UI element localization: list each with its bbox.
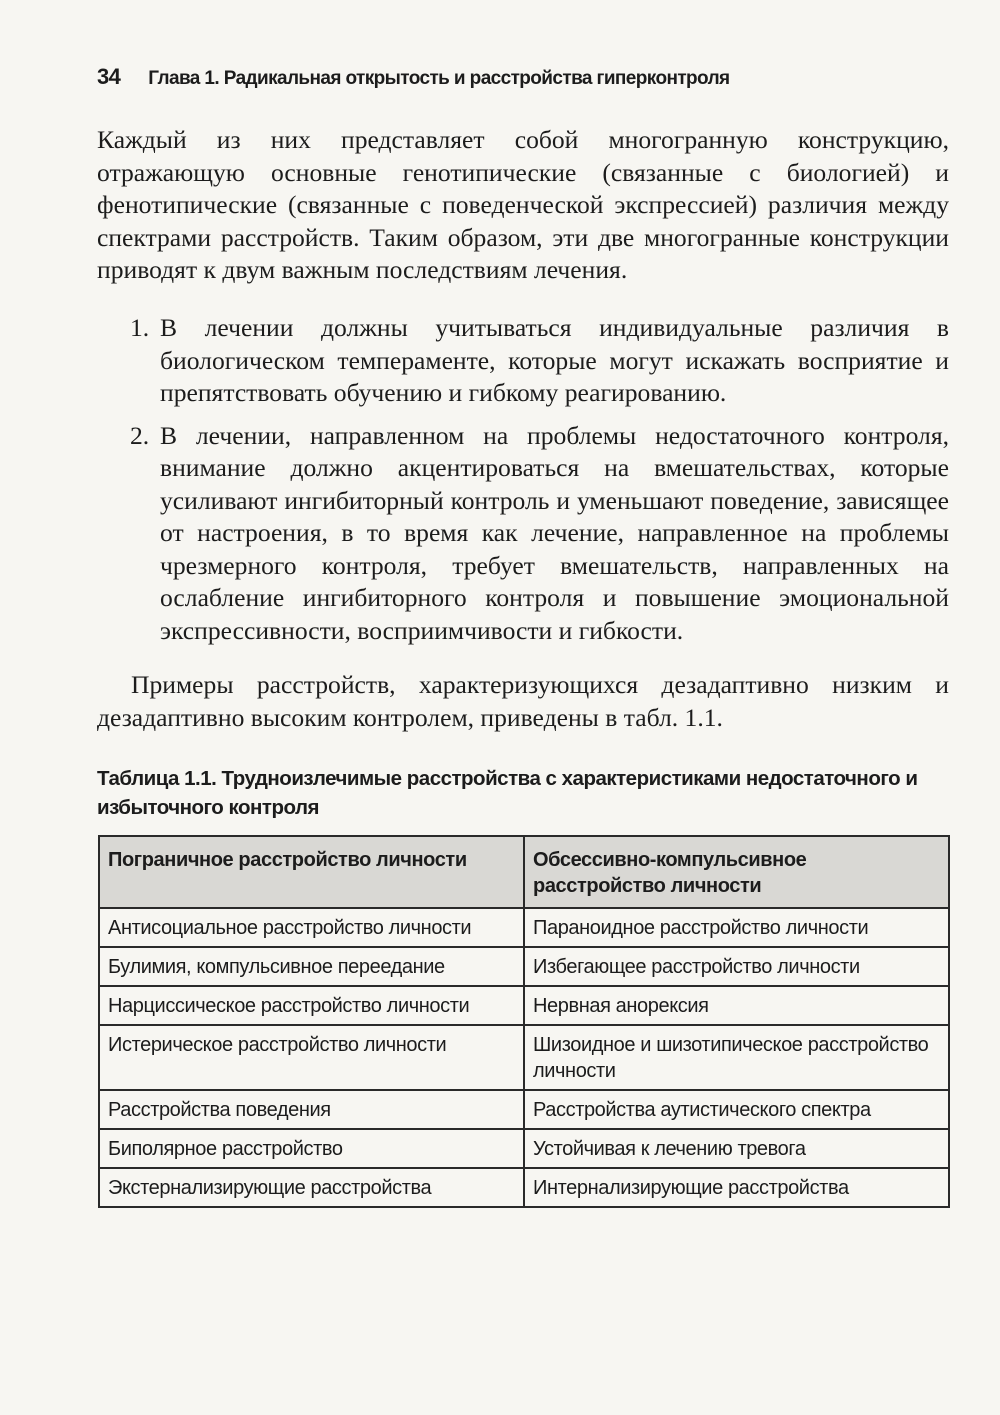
table-caption: Таблица 1.1. Трудноизлечимые расстройства с характеристиками недостаточного и избыточного контроля <box>97 767 918 819</box>
table-cell: Антисоциальное расстройство личности <box>99 908 524 947</box>
running-header <box>97 64 957 104</box>
table-cell: Интернализирующие расстройства <box>524 1168 949 1207</box>
table-cell: Устойчивая к лечению тревога <box>524 1129 949 1168</box>
table-row <box>99 1090 949 1129</box>
list-item-number: 1. <box>130 313 150 342</box>
paragraph-intro: Каждый из них представляет собой многогранную конструкцию, отражающую основные генотипические (связанные с биологией) и фенотипические (связанные с поведенческой экспрессией) различия между спектрами расстройств. Таким образом, эти две многогранные конструкции приводят к двум важным последствиям лечения. <box>97 125 949 284</box>
header-overcontrol: Обсессивно-компульсивное расстройство личности <box>524 836 949 908</box>
page-number: 34 <box>97 64 121 89</box>
header-undercontrol: Пограничное расстройство личности <box>99 836 524 908</box>
table-cell: Биполярное расстройство <box>99 1129 524 1168</box>
table-cell: Нарциссическое расстройство личности <box>99 986 524 1025</box>
table-header-row <box>99 836 949 908</box>
table-cell: Нервная анорексия <box>524 986 949 1025</box>
consequences-list <box>97 312 949 657</box>
table-cell: Экстернализирующие расстройства <box>99 1168 524 1207</box>
chapter-title: Глава 1. Радикальная открытость и расстройства гиперконтроля <box>148 68 730 89</box>
table-row <box>99 1025 949 1090</box>
table-row <box>99 1129 949 1168</box>
table-row <box>99 908 949 947</box>
table-cell: Шизоидное и шизотипическое расстройство личности <box>524 1025 949 1090</box>
table-cell: Булимия, компульсивное переедание <box>99 947 524 986</box>
table-cell: Истерическое расстройство личности <box>99 1025 524 1090</box>
table-row <box>99 1168 949 1207</box>
list-item-text: В лечении, направленном на проблемы недостаточного контроля, внимание должно акцентироваться на вмешательствах, которые усиливают ингибиторный контроль и уменьшают поведение, зависящее от настроения, в то время как лечение, направленное на проблемы чрезмерного контроля, требует вмешательств, направленных на ослабление ингибиторного контроля и повышение эмоциональной экспрессивности, восприимчивости и гибкости. <box>160 420 949 645</box>
table-row <box>99 947 949 986</box>
table-cell: Расстройства поведения <box>99 1090 524 1129</box>
list-item-text: В лечении должны учитываться индивидуальные различия в биологическом темпераменте, которые могут искажать восприятие и препятствовать обучению и гибкому реагированию. <box>160 313 949 407</box>
table-cell: Параноидное расстройство личности <box>524 908 949 947</box>
table-cell: Расстройства аутистического спектра <box>524 1090 949 1129</box>
disorders-table <box>98 835 950 1208</box>
list-item-number: 2. <box>130 420 150 450</box>
paragraph-table-reference: Примеры расстройств, характеризующихся дезадаптивно низким и дезадаптивно высоким контролем, приведены в табл. 1.1. <box>97 670 949 732</box>
list-item <box>97 420 949 648</box>
table-cell: Избегающее расстройство личности <box>524 947 949 986</box>
list-item <box>97 312 949 410</box>
table-row <box>99 986 949 1025</box>
